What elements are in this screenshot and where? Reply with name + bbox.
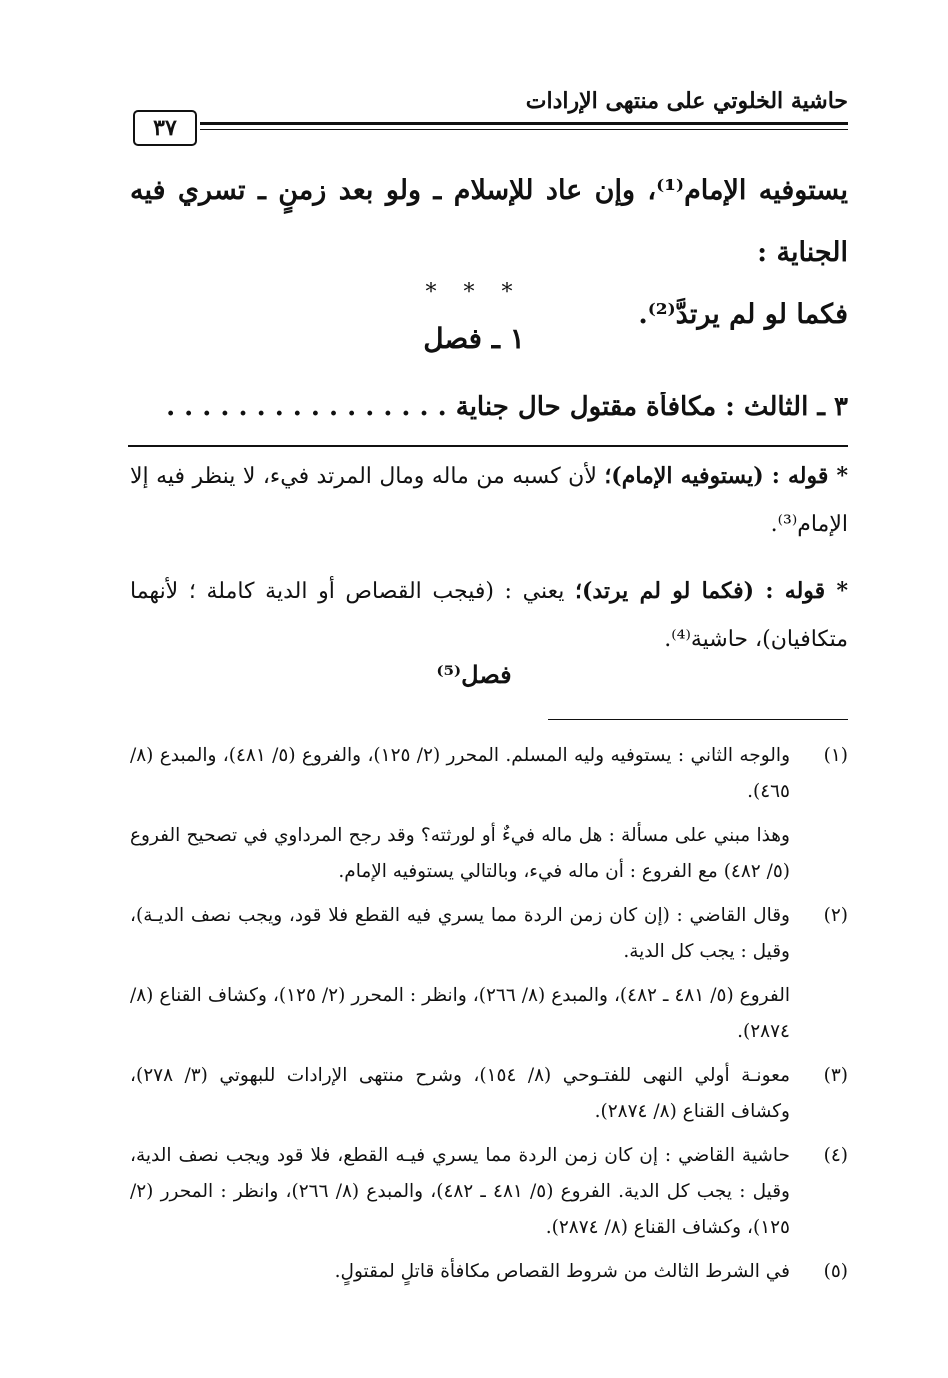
commentary-text-1: لأن كسبه من ماله ومال المرتد فيء، لا ينظر فيه إلا الإمام⁽³⁾. <box>130 464 848 537</box>
commentary-lead-2: * قوله : (فكما لو لم يرتد)؛ <box>574 578 848 604</box>
main-line-2: فكما لو لم يرتدَّ⁽²⁾. <box>638 299 848 330</box>
text-commentary-separator <box>128 445 848 447</box>
footnote-number: (٤) <box>823 1145 848 1166</box>
footnote-number: (٣) <box>823 1065 848 1086</box>
commentary-paragraph-2 <box>130 567 848 664</box>
section-divider-stars: * * * <box>425 280 523 305</box>
fasl-heading: فصل⁽⁵⁾ <box>436 660 512 689</box>
commentary-lead-1: * قوله : (يستوفيه الإمام)؛ <box>604 463 848 489</box>
footnote-number: (٥) <box>823 1261 848 1282</box>
header-rule <box>200 122 848 130</box>
footnote-paragraph: معونـة أولي النهى للفتـوحي (٨/ ١٥٤)، وشرح منتهى الإرادات للبهوتي (٣/ ٢٧٨)، وكشاف القناع (٨/ ٢٨٧٤). <box>130 1065 790 1122</box>
main-text <box>130 160 848 346</box>
footnote-paragraph: في الشرط الثالث من شروط القصاص مكافأة قاتلٍ لمقتولٍ. <box>334 1261 790 1282</box>
footnote-paragraph: الفروع (٥/ ٤٨١ ـ ٤٨٢)، والمبدع (٨/ ٢٦٦)، وانظر : المحرر (٢/ ١٢٥)، وكشاف القناع (٨/ ٢٨٧٤). <box>130 985 790 1042</box>
footnote-3 <box>130 1058 848 1130</box>
footnotes <box>130 738 848 1298</box>
footnote-rule <box>548 719 848 720</box>
sub-heading <box>130 392 848 422</box>
footnote-5 <box>130 1254 848 1290</box>
sub-heading-text: ٣ ـ الثالث : مكافأة مقتول حال جناية <box>455 392 848 422</box>
main-line-1: يستوفيه الإمام⁽¹⁾، وإن عاد للإسلام ـ ولو بعد زمنٍ ـ تسري فيه الجناية : <box>130 175 849 268</box>
footnote-number: (٢) <box>823 905 848 926</box>
section-title: ١ ـ فصل <box>423 322 525 355</box>
footnote-paragraph: وقال القاضي : (إن كان زمن الردة مما يسري فيه القطع فلا قود، ويجب نصف الديـة)، وقيل : يجب كل الدية. <box>130 905 790 962</box>
commentary <box>130 452 848 682</box>
footnote-1 <box>130 738 848 890</box>
footnote-2 <box>130 898 848 1050</box>
running-header-title: حاشية الخلوتي على منتهى الإرادات <box>525 88 848 114</box>
footnote-paragraph: والوجه الثاني : يستوفيه وليه المسلم. المحرر (٢/ ١٢٥)، والفروع (٥/ ٤٨١)، والمبدع (٨/ ٤٦٥). <box>130 745 790 802</box>
sub-heading-dots: . . . . . . . . . . . . . . . . <box>166 392 447 422</box>
footnote-number: (١) <box>823 745 848 766</box>
footnote-paragraph: حاشية القاضي : إن كان زمن الردة مما يسري فيـه القطع، فلا قود ويجب نصف الدية، وقيل : يجب كل الدية. الفروع (٥/ ٤٨١ ـ ٤٨٢)، والمبدع (٨/ ٢٦٦)، وانظر : المحرر (٢/ ١٢٥)، وكشاف القناع (٨/ ٢٨٧٤). <box>130 1145 790 1238</box>
footnote-paragraph: وهذا مبني على مسألة : هل ماله فيءٌ أو لورثته؟ وقد رجح المرداوي في تصحيح الفروع (٥/ ٤٨٢) مع الفروع : أن ماله فيء، وبالتالي يستوفيه الإمام. <box>130 825 790 882</box>
commentary-paragraph-1 <box>130 452 848 549</box>
footnote-4 <box>130 1138 848 1246</box>
commentary-text-2: يعني : (فيجب القصاص أو الدية كاملة ؛ لأنهما متكافيان)، حاشية⁽⁴⁾. <box>130 579 848 652</box>
page-number: ٣٧ <box>133 110 197 146</box>
